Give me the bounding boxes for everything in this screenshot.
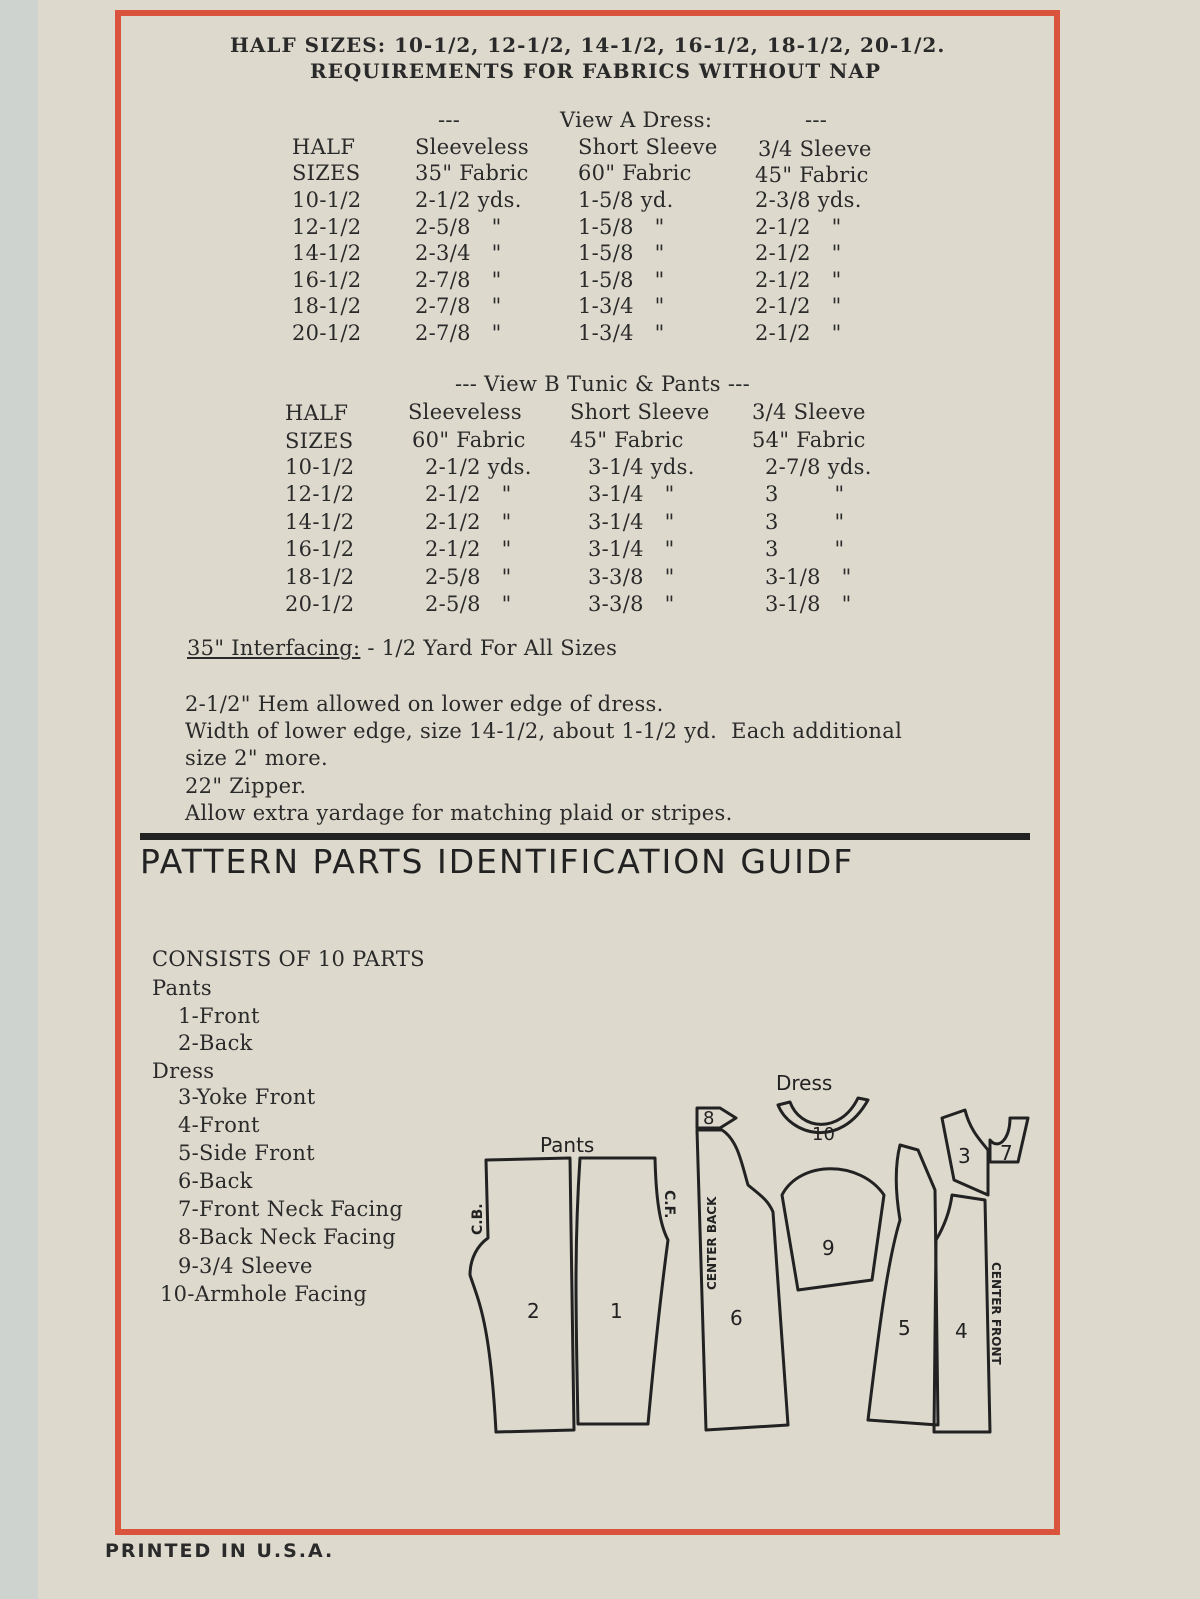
cf-label: C.F. (661, 1190, 677, 1219)
view-a-cell: 1-5/8 " (578, 241, 665, 266)
view-b-cell: 3-1/8 " (765, 564, 852, 589)
view-a-cell: 12-1/2 (292, 214, 362, 239)
piece-7-number: 7 (1000, 1141, 1013, 1165)
note-plaid: Allow extra yardage for matching plaid or stripes. (185, 801, 733, 825)
note-size: size 2" more. (185, 746, 328, 770)
view-b-title: --- View B Tunic & Pants --- (455, 372, 751, 396)
view-a-header-short-sleeve: Short Sleeve (578, 135, 718, 159)
view-b-header-45-fabric: 45" Fabric (570, 428, 684, 452)
piece-9-sleeve (782, 1169, 884, 1290)
note-zipper: 22" Zipper. (185, 774, 307, 798)
dress-label: Dress (776, 1071, 833, 1095)
part-7-front-neck-facing: 7-Front Neck Facing (178, 1197, 404, 1221)
view-b-header-three-quarter-sleeve: 3/4 Sleeve (752, 400, 866, 424)
view-b-cell: 3 " (765, 537, 845, 562)
view-b-cell: 3-1/4 " (588, 509, 675, 534)
view-b-cell: 12-1/2 (285, 482, 355, 507)
view-b-cell: 3-1/8 " (765, 592, 852, 616)
view-b-cell: 2-5/8 " (425, 564, 512, 589)
view-b-cell: 3-3/8 " (588, 592, 675, 616)
view-b-header-half: HALF (285, 401, 349, 425)
view-a-cell: 2-1/2 " (755, 241, 842, 266)
piece-6-number: 6 (730, 1306, 743, 1330)
view-b-header-sleeveless: Sleeveless (408, 400, 522, 424)
piece-10-number: 10 (812, 1124, 835, 1145)
view-a-cell: 1-5/8 " (578, 267, 665, 292)
view-a-cell: 1-5/8 " (578, 214, 665, 239)
piece-4-number: 4 (955, 1319, 968, 1343)
view-b-header-54-fabric: 54" Fabric (752, 428, 866, 452)
view-a-cell: 2-3/4 " (415, 241, 502, 266)
part-8-back-neck-facing: 8-Back Neck Facing (178, 1225, 397, 1249)
part-6-back: 6-Back (178, 1169, 253, 1193)
view-a-header-half: HALF (292, 135, 356, 159)
view-a-cell: 20-1/2 (292, 321, 362, 345)
piece-8-number: 8 (703, 1108, 715, 1129)
view-a-cell: 1-3/4 " (578, 321, 665, 345)
interfacing-value: - 1/2 Yard For All Sizes (360, 636, 618, 660)
view-a-header-sleeveless: Sleeveless (415, 135, 529, 159)
view-b-cell: 2-1/2 " (425, 537, 512, 562)
half-sizes-heading: HALF SIZES: 10-1/2, 12-1/2, 14-1/2, 16-1/2, 18-1/2, 20-1/2. (230, 33, 946, 57)
note-width: Width of lower edge, size 14-1/2, about 1-1/2 yd. Each additional (185, 719, 903, 743)
view-b-cell: 14-1/2 (285, 509, 355, 534)
view-a-cell: 2-5/8 " (415, 214, 502, 239)
view-b-cell: 16-1/2 (285, 537, 355, 562)
view-a-header-three-quarter-sleeve: 3/4 Sleeve (758, 137, 872, 161)
view-a-header-sizes: SIZES (292, 161, 361, 185)
piece-9-number: 9 (822, 1236, 835, 1260)
view-b-cell: 20-1/2 (285, 592, 355, 616)
view-b-cell: 3-3/8 " (588, 564, 675, 589)
piece-1-number: 1 (610, 1299, 623, 1323)
piece-3-number: 3 (958, 1144, 971, 1168)
requirements-heading: REQUIREMENTS FOR FABRICS WITHOUT NAP (310, 59, 881, 83)
pants-label: Pants (540, 1133, 595, 1157)
view-a-dash-left: --- (438, 108, 461, 132)
view-a-dash-right: --- (805, 108, 828, 132)
view-b-cell: 3-1/4 " (588, 482, 675, 507)
view-a-cell: 2-7/8 " (415, 294, 502, 319)
view-a-cell: 1-5/8 yd. (578, 188, 674, 212)
part-10-armhole-facing: 10-Armhole Facing (160, 1282, 368, 1306)
view-a-cell: 10-1/2 (292, 188, 362, 212)
part-1-front: 1-Front (178, 1004, 260, 1028)
view-a-header-35-fabric: 35" Fabric (415, 161, 529, 185)
view-a-cell: 14-1/2 (292, 241, 362, 266)
view-a-title: View A Dress: (560, 108, 713, 132)
view-b-cell: 3-1/4 yds. (588, 455, 695, 479)
view-a-header-45-fabric: 45" Fabric (755, 163, 869, 187)
consists-of-parts: CONSISTS OF 10 PARTS (152, 947, 425, 971)
cb-label: C.B. (470, 1203, 486, 1235)
view-a-cell: 2-7/8 " (415, 321, 502, 345)
view-b-cell: 10-1/2 (285, 455, 355, 479)
guide-title: PATTERN PARTS IDENTIFICATION GUIDF (140, 842, 855, 881)
part-2-back: 2-Back (178, 1031, 253, 1055)
piece-4-front (934, 1195, 990, 1432)
view-b-cell: 3-1/4 " (588, 537, 675, 562)
part-4-front: 4-Front (178, 1113, 260, 1137)
note-hem: 2-1/2" Hem allowed on lower edge of dress. (185, 692, 664, 716)
view-a-cell: 18-1/2 (292, 294, 362, 319)
view-a-header-60-fabric: 60" Fabric (578, 161, 692, 185)
view-b-cell: 2-1/2 " (425, 482, 512, 507)
view-a-cell: 2-3/8 yds. (755, 188, 862, 212)
piece-5-number: 5 (898, 1316, 911, 1340)
view-b-cell: 3 " (765, 482, 845, 507)
view-a-cell: 2-1/2 " (755, 294, 842, 319)
view-b-header-sizes: SIZES (285, 429, 354, 453)
group-pants: Pants (152, 976, 212, 1000)
piece-1-pants-front (576, 1158, 668, 1424)
view-b-header-60-fabric: 60" Fabric (412, 428, 526, 452)
view-b-cell: 3 " (765, 509, 845, 534)
view-a-cell: 2-1/2 " (755, 321, 842, 345)
view-a-cell: 2-1/2 " (755, 267, 842, 292)
group-dress: Dress (152, 1059, 215, 1083)
view-a-cell: 2-1/2 " (755, 214, 842, 239)
part-3-yoke-front: 3-Yoke Front (178, 1085, 316, 1109)
piece-2-number: 2 (527, 1299, 540, 1323)
center-front-label: CENTER FRONT (989, 1262, 1003, 1365)
interfacing-label: 35" Interfacing: (187, 636, 361, 660)
part-9-sleeve: 9-3/4 Sleeve (178, 1254, 313, 1278)
piece-2-pants-back (470, 1158, 574, 1432)
view-b-cell: 2-7/8 yds. (765, 455, 872, 479)
view-a-cell: 16-1/2 (292, 267, 362, 292)
printed-in-usa: PRINTED IN U.S.A. (105, 1540, 335, 1562)
part-5-side-front: 5-Side Front (178, 1141, 315, 1165)
view-b-cell: 18-1/2 (285, 564, 355, 589)
center-back-label: CENTER BACK (705, 1196, 719, 1290)
view-a-cell: 2-1/2 yds. (415, 188, 522, 212)
view-b-header-short-sleeve: Short Sleeve (570, 400, 710, 424)
view-b-cell: 2-5/8 " (425, 592, 512, 616)
view-a-cell: 1-3/4 " (578, 294, 665, 319)
view-b-cell: 2-1/2 yds. (425, 455, 532, 479)
view-b-cell: 2-1/2 " (425, 509, 512, 534)
view-a-cell: 2-7/8 " (415, 267, 502, 292)
